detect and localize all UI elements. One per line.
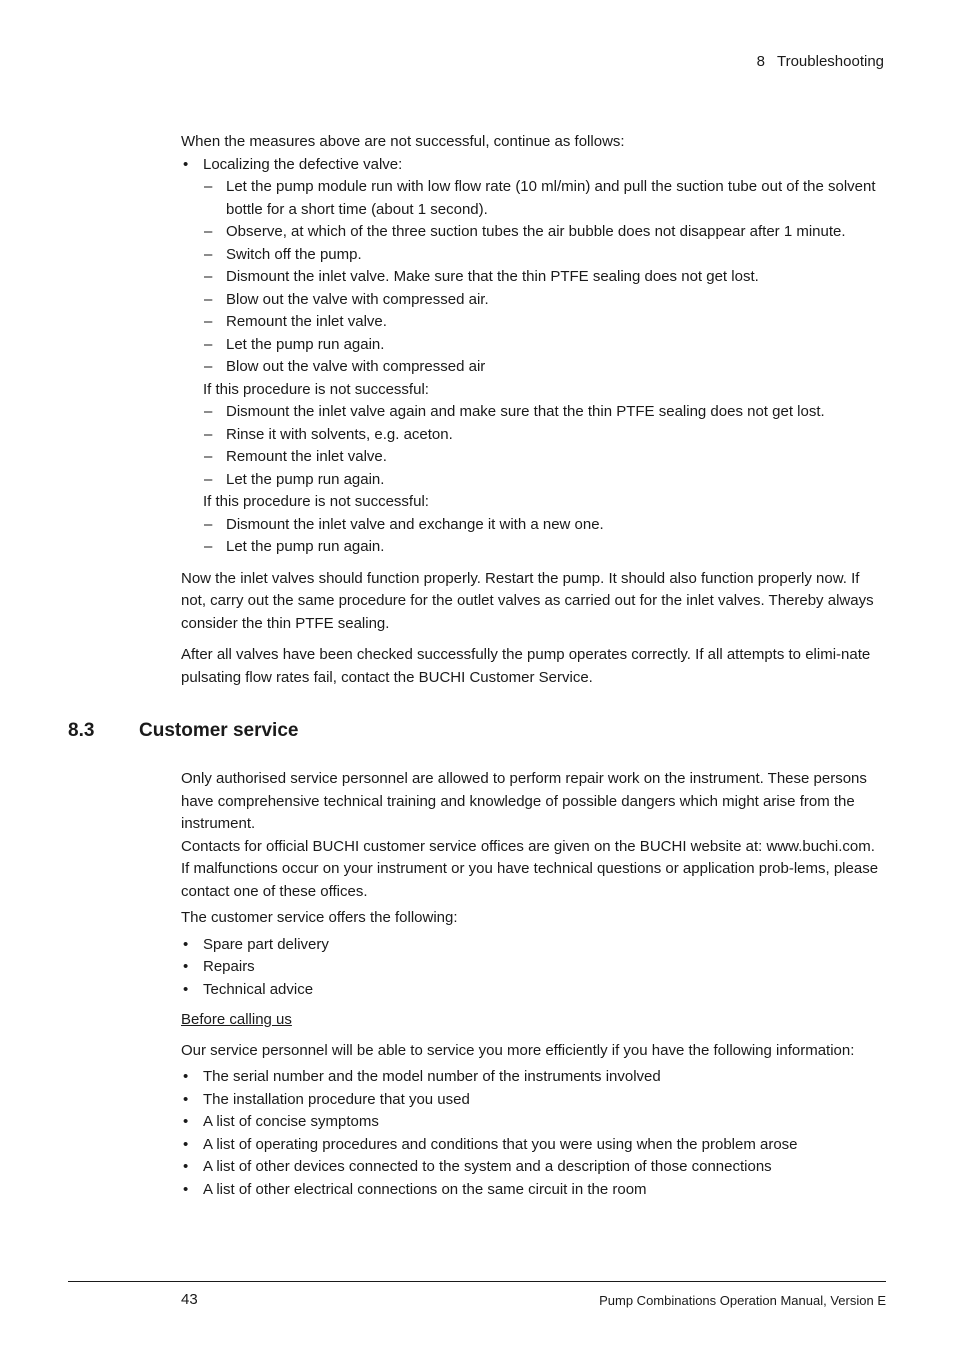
steps-group-3 (181, 514, 881, 559)
running-header (757, 53, 884, 70)
dash-marker: – (204, 313, 213, 330)
step-item (181, 424, 881, 447)
document-title: Pump Combinations Operation Manual, Version E (599, 1293, 886, 1308)
list-item: • A list of concise symptoms (181, 1111, 881, 1134)
step-item (181, 334, 881, 357)
list-item: • Technical advice (181, 979, 881, 1002)
offers-intro: The customer service offers the following: (181, 909, 458, 926)
step-item (181, 244, 881, 267)
page-number: 43 (181, 1291, 198, 1308)
chapter-title: Troubleshooting (776, 53, 884, 70)
step-item (181, 311, 881, 334)
list-item-localizing: • Localizing the defective valve: (181, 154, 881, 177)
dash-marker: – (204, 470, 213, 488)
step-item (181, 446, 881, 469)
before-calling-heading: Before calling us (181, 1011, 292, 1028)
dash-marker: – (204, 335, 213, 353)
footer-divider (68, 1281, 886, 1282)
step-text: Let the pump run again. (226, 335, 385, 353)
step-text: Let the pump run again. (226, 470, 385, 488)
section-number: 8.3 (68, 720, 95, 741)
step-text: Rinse it with solvents, e.g. aceton. (226, 425, 453, 443)
dash-marker: – (204, 515, 213, 533)
intro-paragraph: When the measures above are not successful, continue as follows: (181, 133, 625, 150)
section-heading (68, 720, 298, 742)
dash-marker: – (204, 223, 213, 240)
steps-group-2 (181, 401, 881, 491)
step-item (181, 221, 881, 244)
step-text: Dismount the inlet valve. Make sure that the thin PTFE sealing does not get lost. (226, 268, 759, 285)
customer-service-body (181, 768, 881, 1201)
step-item (181, 176, 881, 221)
step-item (181, 266, 881, 289)
list-item: • A list of other devices connected to the system and a description of those connections (181, 1156, 881, 1179)
list-item: • Repairs (181, 956, 881, 979)
list-item: • Spare part delivery (181, 934, 881, 957)
step-text: Dismount the inlet valve and exchange it with a new one. (226, 515, 604, 533)
service-paragraph-2: Contacts for official BUCHI customer service offices are given on the BUCHI website at: www.buchi.com. If malfunctions occur on your instrument or you have technical questions or application prob-lems, please contact one of these offices. (181, 837, 879, 900)
step-item (181, 289, 881, 312)
dash-marker: – (204, 538, 213, 555)
step-text: Let the pump module run with low flow rate (10 ml/min) and pull the suction tube out of the solvent bottle for a short time (about 1 second). (226, 178, 876, 218)
step-text: Switch off the pump. (226, 245, 362, 263)
offers-list (181, 934, 881, 1002)
dash-marker: – (204, 178, 213, 195)
list-item: • A list of operating procedures and conditions that you were using when the problem arose (181, 1134, 881, 1157)
dash-marker: – (204, 448, 213, 465)
section-title: Customer service (139, 720, 299, 741)
all-valves-paragraph: After all valves have been checked successfully the pump operates correctly. If all attempts to elimi-nate pulsating flow rates fail, contact the BUCHI Customer Service. (181, 646, 871, 686)
step-item (181, 469, 881, 492)
service-paragraph-1: Only authorised service personnel are allowed to perform repair work on the instrument. These persons have comprehensive technical training and knowledge of possible dangers which might arise from the instrument. (181, 770, 867, 832)
dash-marker: – (204, 268, 213, 285)
info-list (181, 1066, 881, 1201)
step-item (181, 514, 881, 537)
dash-marker: – (204, 245, 213, 263)
info-intro: Our service personnel will be able to service you more efficiently if you have the following information: (181, 1041, 855, 1059)
step-text: Let the pump run again. (226, 538, 385, 555)
list-item: • The installation procedure that you used (181, 1089, 881, 1112)
dash-marker: – (204, 290, 213, 308)
dash-marker: – (204, 403, 213, 420)
step-text: Blow out the valve with compressed air. (226, 290, 489, 308)
step-text: Dismount the inlet valve again and make sure that the thin PTFE sealing does not get lost. (226, 403, 825, 420)
not-successful-note-2: If this procedure is not successful: (203, 493, 429, 510)
list-item: • The serial number and the model number of the instruments involved (181, 1066, 881, 1089)
dash-marker: – (204, 358, 213, 375)
chapter-number: 8 (756, 53, 765, 70)
step-text: Observe, at which of the three suction tubes the air bubble does not disappear after 1 minute. (226, 223, 846, 240)
step-text: Remount the inlet valve. (226, 313, 387, 330)
list-item: • A list of other electrical connections on the same circuit in the room (181, 1179, 881, 1202)
step-text: Remount the inlet valve. (226, 448, 387, 465)
troubleshooting-body (181, 131, 881, 689)
dash-marker: – (204, 425, 213, 443)
not-successful-note-1: If this procedure is not successful: (203, 380, 429, 398)
step-text: Blow out the valve with compressed air (226, 358, 486, 375)
steps-group-1 (181, 176, 881, 379)
step-item (181, 401, 881, 424)
inlet-valves-paragraph: Now the inlet valves should function properly. Restart the pump. It should also function properly now. If not, carry out the same procedure for the outlet valves as carried out for the inlet valves. Thereby always consider the thin PTFE sealing. (181, 569, 874, 632)
step-item (181, 356, 881, 379)
step-item (181, 536, 881, 559)
